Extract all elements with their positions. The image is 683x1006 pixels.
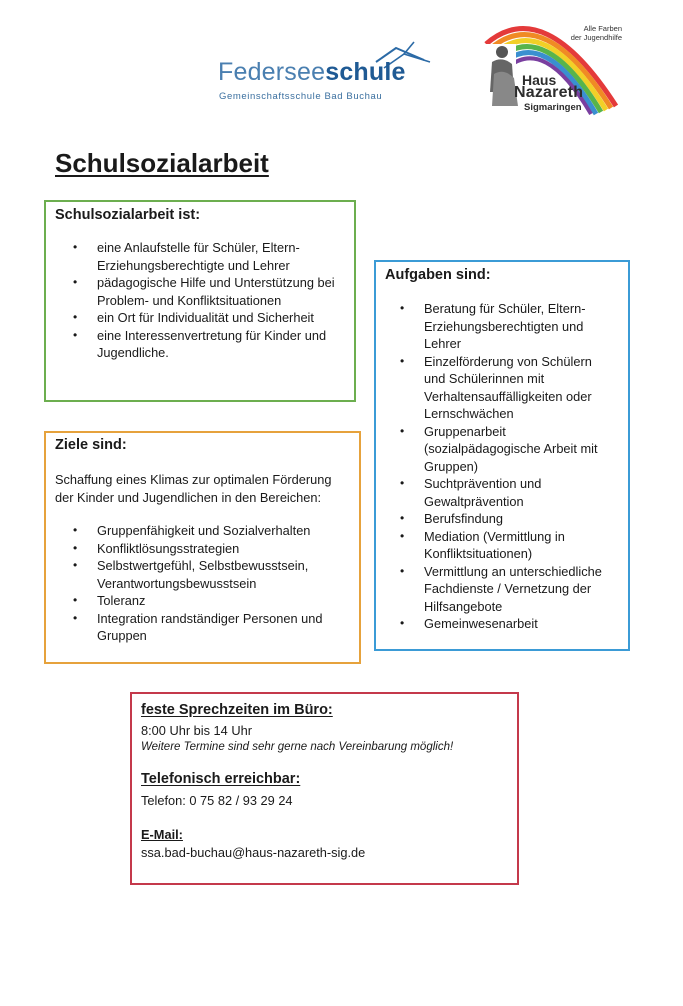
list-item: • ein Ort für Individualität und Sicherheit [57,309,352,327]
telefon-heading: Telefonisch erreichbar: [141,771,301,787]
list-item: • Einzelförderung von Schülern und Schülerinnen mit Verhaltensauffälligkeiten oder Lernschwächen [384,353,624,423]
page-title: Schulsozialarbeit [55,148,269,178]
list-item: • Beratung für Schüler, Eltern- Erziehungsberechtigten und Lehrer [384,300,624,353]
sprechzeiten-heading: feste Sprechzeiten im Büro: [141,702,333,718]
haus-nazareth-city: Sigmaringen [524,102,582,113]
telefon-number: Telefon: 0 75 82 / 93 29 24 [141,793,293,808]
ist-list [57,239,352,362]
ziele-list [57,522,357,645]
list-item: • pädagogische Hilfe und Unterstützung bei Problem- und Konfliktsituationen [57,274,352,309]
ziele-box [44,431,361,664]
list-item: • Integration randständiger Personen und Gruppen [57,610,357,645]
haus-nazareth-haus: Haus [522,72,557,88]
list-item: • eine Interessenvertretung für Kinder und Jugendliche. [57,327,352,362]
list-item: • Berufsfindung [384,510,624,528]
list-item: • Gemeinwesenarbeit [384,615,624,633]
ziele-intro: Schaffung eines Klimas zur optimalen Förderung der Kinder und Jugendlichen in den Bereichen: [55,472,332,505]
list-item: • Vermittlung an unterschiedliche Fachdienste / Vernetzung der Hilfsangebote [384,563,624,616]
haus-nazareth-logo [484,14,626,118]
ist-heading: Schulsozialarbeit ist: [55,207,201,223]
ist-box [44,200,356,402]
list-item: • Mediation (Vermittlung in Konfliktsituationen) [384,528,624,563]
list-item: • Suchtprävention und Gewaltprävention [384,475,624,510]
aufgaben-box [374,260,630,651]
federseeschule-name: Federseeschule [218,58,406,86]
email-address[interactable]: ssa.bad-buchau@haus-nazareth-sig.de [141,845,366,860]
haus-nazareth-name: Nazareth [514,84,584,101]
list-item: • Gruppenfähigkeit und Sozialverhalten [57,522,357,540]
federseeschule-logo [214,38,434,108]
federseeschule-subtitle: Gemeinschaftsschule Bad Buchau [219,91,383,102]
ziele-heading: Ziele sind: [55,437,127,453]
list-item: • Konfliktlösungsstrategien [57,540,357,558]
sprechzeiten-time: 8:00 Uhr bis 14 Uhr [141,723,252,738]
list-item: • Gruppenarbeit (sozialpädagogische Arbeit mit Gruppen) [384,423,624,476]
kontakt-box [130,692,519,885]
aufgaben-list [384,300,624,633]
list-item: • Selbstwertgefühl, Selbstbewusstsein, Verantwortungsbewusstsein [57,557,357,592]
haus-nazareth-tagline: Alle Farben der Jugendhilfe [570,24,622,42]
sprechzeiten-note: Weitere Termine sind sehr gerne nach Vereinbarung möglich! [141,741,454,753]
email-heading: E-Mail: [141,827,183,842]
list-item: • Toleranz [57,592,357,610]
aufgaben-heading: Aufgaben sind: [385,267,491,283]
list-item: • eine Anlaufstelle für Schüler, Eltern- Erziehungsberechtigte und Lehrer [57,239,352,274]
